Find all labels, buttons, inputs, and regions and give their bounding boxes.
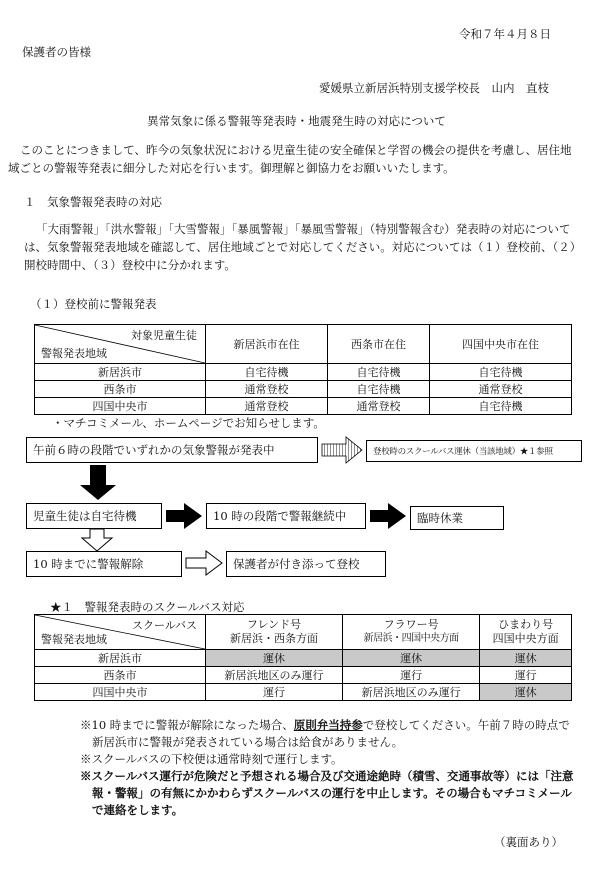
column-header: 四国中央市在住	[429, 325, 571, 364]
area-cell: 西条市	[35, 667, 206, 684]
bus-suspension-box: 登校時のスクールバス運休（当該地域）★１参照	[366, 440, 582, 462]
area-cell: 新居浜市	[35, 364, 206, 381]
flow-start-box: 午前６時の段階でいずれかの気象警報が発表中	[26, 437, 318, 463]
note-text: で登校してください。午前７時の時点で新居浜市に警報が発表されている場合は給食がありません。	[92, 718, 570, 749]
document-title: 異常気象に係る警報等発表時・地震発生時の対応について	[147, 114, 446, 128]
area-cell: 西条市	[35, 381, 206, 398]
table-row	[35, 667, 572, 684]
bus-route: 新居浜・西条方面	[230, 632, 319, 645]
escort-box: 保護者が付き添って登校	[226, 551, 386, 577]
bus-section-heading: ★１ 警報発表時のスクールバス対応	[50, 600, 245, 614]
table-cell: 運行	[206, 684, 343, 701]
bus-column-header	[206, 615, 343, 650]
school-bus-table	[34, 614, 572, 701]
table-cell: 新居浜地区のみ運行	[206, 667, 343, 684]
solid-right-arrow	[370, 503, 406, 529]
outline-down-arrow	[82, 529, 112, 551]
table-cell: 自宅待機	[429, 398, 571, 415]
addressee: 保護者の皆様	[22, 45, 91, 59]
table-cell: 運行	[343, 667, 480, 684]
bus-name: フレンド号	[246, 618, 302, 631]
contact-note: ・マチコミメール、ホームページでお知らせします。	[52, 416, 325, 430]
table-cell: 新居浜地区のみ運行	[343, 684, 480, 701]
column-header: 西条市在住	[328, 325, 430, 364]
table-cell: 運休	[343, 650, 480, 667]
document-date: 令和７年４月８日	[459, 27, 551, 41]
bus-name: ひまわり号	[498, 618, 554, 631]
bento-emphasis: 原則弁当持参	[293, 718, 363, 732]
reverse-side-note: （裏面あり）	[494, 835, 563, 849]
table2-corner-cell	[35, 615, 206, 650]
note-return-bus: ※スクールバスの下校便は通常時刻で運行します。	[80, 752, 343, 766]
table-cell: 運休	[206, 650, 343, 667]
bus-column-header	[343, 615, 480, 650]
sender: 愛媛県立新居浜特別支援学校長 山内 直枝	[319, 81, 549, 95]
table-cell: 運休	[480, 684, 572, 701]
warning-lifted-box: 10 時までに警報解除	[26, 551, 182, 577]
bus-column-header	[480, 615, 572, 650]
bus-name: フラワー号	[383, 618, 439, 631]
section1-heading: １ 気象警報発表時の対応	[24, 195, 162, 209]
corner-bottom-label: 警報発表地域	[41, 633, 107, 646]
table-cell: 運休	[480, 650, 572, 667]
table-cell: 自宅待機	[328, 364, 430, 381]
notes-block	[80, 717, 580, 819]
note-text: ※10 時までに警報が解除になった場合、	[80, 718, 294, 732]
outline-right-arrow	[186, 551, 222, 575]
table-cell: 通常登校	[206, 381, 328, 398]
corner-top-label: 対象児童生徒	[131, 329, 197, 342]
table-row	[35, 650, 572, 667]
home-wait-box: 児童生徒は自宅待機	[26, 503, 162, 529]
table-cell: 通常登校	[206, 398, 328, 415]
table-cell: 通常登校	[328, 398, 430, 415]
bus-route: 四国中央方面	[492, 632, 559, 645]
column-header: 新居浜市在住	[206, 325, 328, 364]
table-cell: 自宅待機	[206, 364, 328, 381]
table-row	[35, 684, 572, 701]
note-lunch	[80, 717, 580, 751]
school-closed-box: 臨時休業	[410, 506, 504, 530]
warning-continue-box: 10 時の段階で警報継続中	[206, 503, 366, 529]
table-cell: 通常登校	[429, 381, 571, 398]
table-cell: 自宅待機	[328, 381, 430, 398]
area-cell: 四国中央市	[35, 398, 206, 415]
subsection1-heading: （１）登校前に警報発表	[30, 297, 157, 311]
corner-bottom-label: 警報発表地域	[41, 347, 107, 360]
section1-paragraph: 「大雨警報」「洪水警報」「大雪警報」「暴風警報」「暴風雪警報」（特別警報含む）発表時の対応については、気象警報発表地域を確認して、居住地域ごとで対応してください。対応については（１）登校前、（２）開校時間中、（３）登校中に分かれます。	[24, 222, 576, 272]
table-cell: 自宅待機	[429, 364, 571, 381]
solid-right-arrow	[166, 503, 202, 529]
solid-down-arrow	[80, 465, 116, 500]
area-cell: 四国中央市	[35, 684, 206, 701]
hatched-arrow	[322, 437, 362, 463]
note-bus-cancel: ※スクールバス運行が危険だと予想される場合及び交通途絶時（積雪、交通事故等）には「注意報・警報」の有無にかかわらずスクールバスの運行を中止します。その場合もマチコミメールで連絡をします。	[80, 769, 574, 817]
area-cell: 新居浜市	[35, 650, 206, 667]
intro-paragraph: このことにつきまして、昨今の気象状況における児童生徒の安全確保と学習の機会の提供を考慮し、居住地域ごとの警報等発表に細分した対応を行います。御理解と御協力をお願いいたします。	[8, 143, 572, 175]
corner-top-label: スクールバス	[131, 619, 197, 632]
table-cell: 運行	[480, 667, 572, 684]
bus-route: 新居浜・四国中央方面	[363, 633, 459, 644]
